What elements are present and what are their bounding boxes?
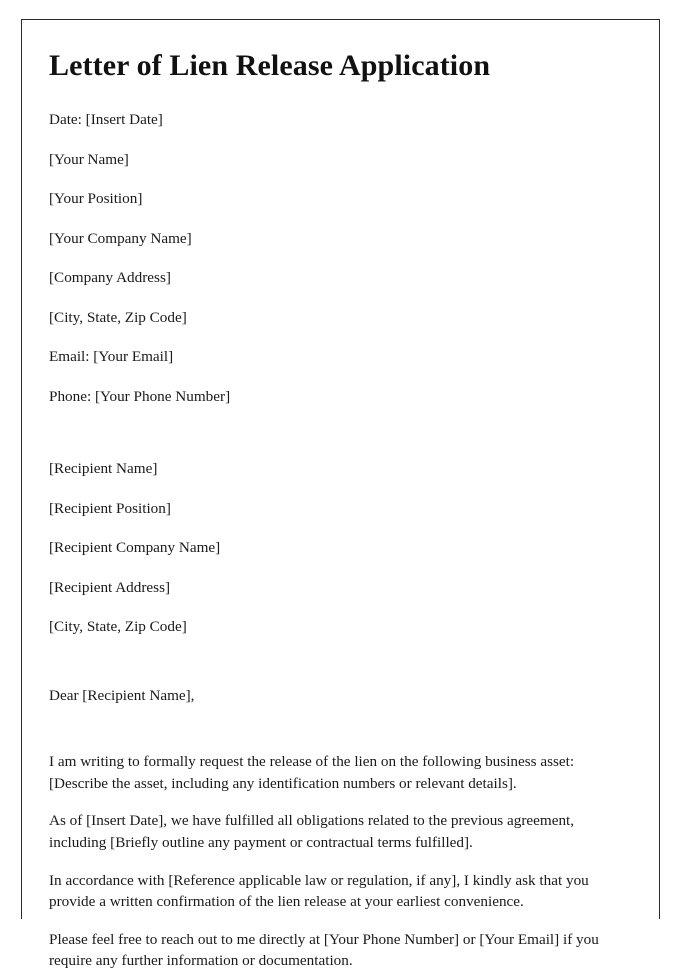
- sender-block: [49, 150, 629, 408]
- recipient-company: [Recipient Company Name]: [49, 539, 221, 557]
- sender-position: [Your Position]: [49, 190, 143, 208]
- sender-address: [Company Address]: [49, 269, 171, 287]
- sender-recipient-spacer: [49, 426, 629, 459]
- document-body: [22, 20, 659, 972]
- sender-company: [Your Company Name]: [49, 229, 192, 247]
- document-page: [21, 19, 660, 970]
- salutation-spacer-bottom: [49, 706, 629, 751]
- salutation: Dear [Recipient Name],: [49, 686, 195, 704]
- recipient-position: [Recipient Position]: [49, 499, 171, 517]
- recipient-city-state-zip: [City, State, Zip Code]: [49, 618, 187, 636]
- recipient-address: [Recipient Address]: [49, 578, 171, 596]
- salutation-spacer-top: [49, 657, 629, 686]
- recipient-name: [Recipient Name]: [49, 460, 158, 478]
- body-paragraph: I am writing to formally request the release of the lien on the following business asset: [Describe the asset, including any identification numbers or relevant details].: [49, 753, 575, 792]
- sender-name: [Your Name]: [49, 150, 129, 168]
- body-paragraph: In accordance with [Reference applicable law or regulation, if any], I kindly ask that you provide a written confirmation of the lien release at your earliest convenience.: [49, 871, 589, 911]
- sender-email: Email: [Your Email]: [49, 348, 174, 366]
- recipient-block: [49, 459, 629, 638]
- letter-body: [49, 751, 629, 972]
- body-paragraph: As of [Insert Date], we have fulfilled all obligations related to the previous agreement, including [Briefly outline any payment or contractual terms fulfilled].: [49, 812, 575, 851]
- date-line: Date: [Insert Date]: [49, 111, 163, 128]
- sender-city-state-zip: [City, State, Zip Code]: [49, 308, 187, 326]
- page-title: Letter of Lien Release Application: [49, 49, 491, 82]
- body-paragraph: Please feel free to reach out to me directly at [Your Phone Number] or [Your Email] if you require any further information or documentation.: [49, 930, 599, 970]
- sender-phone: Phone: [Your Phone Number]: [49, 387, 231, 405]
